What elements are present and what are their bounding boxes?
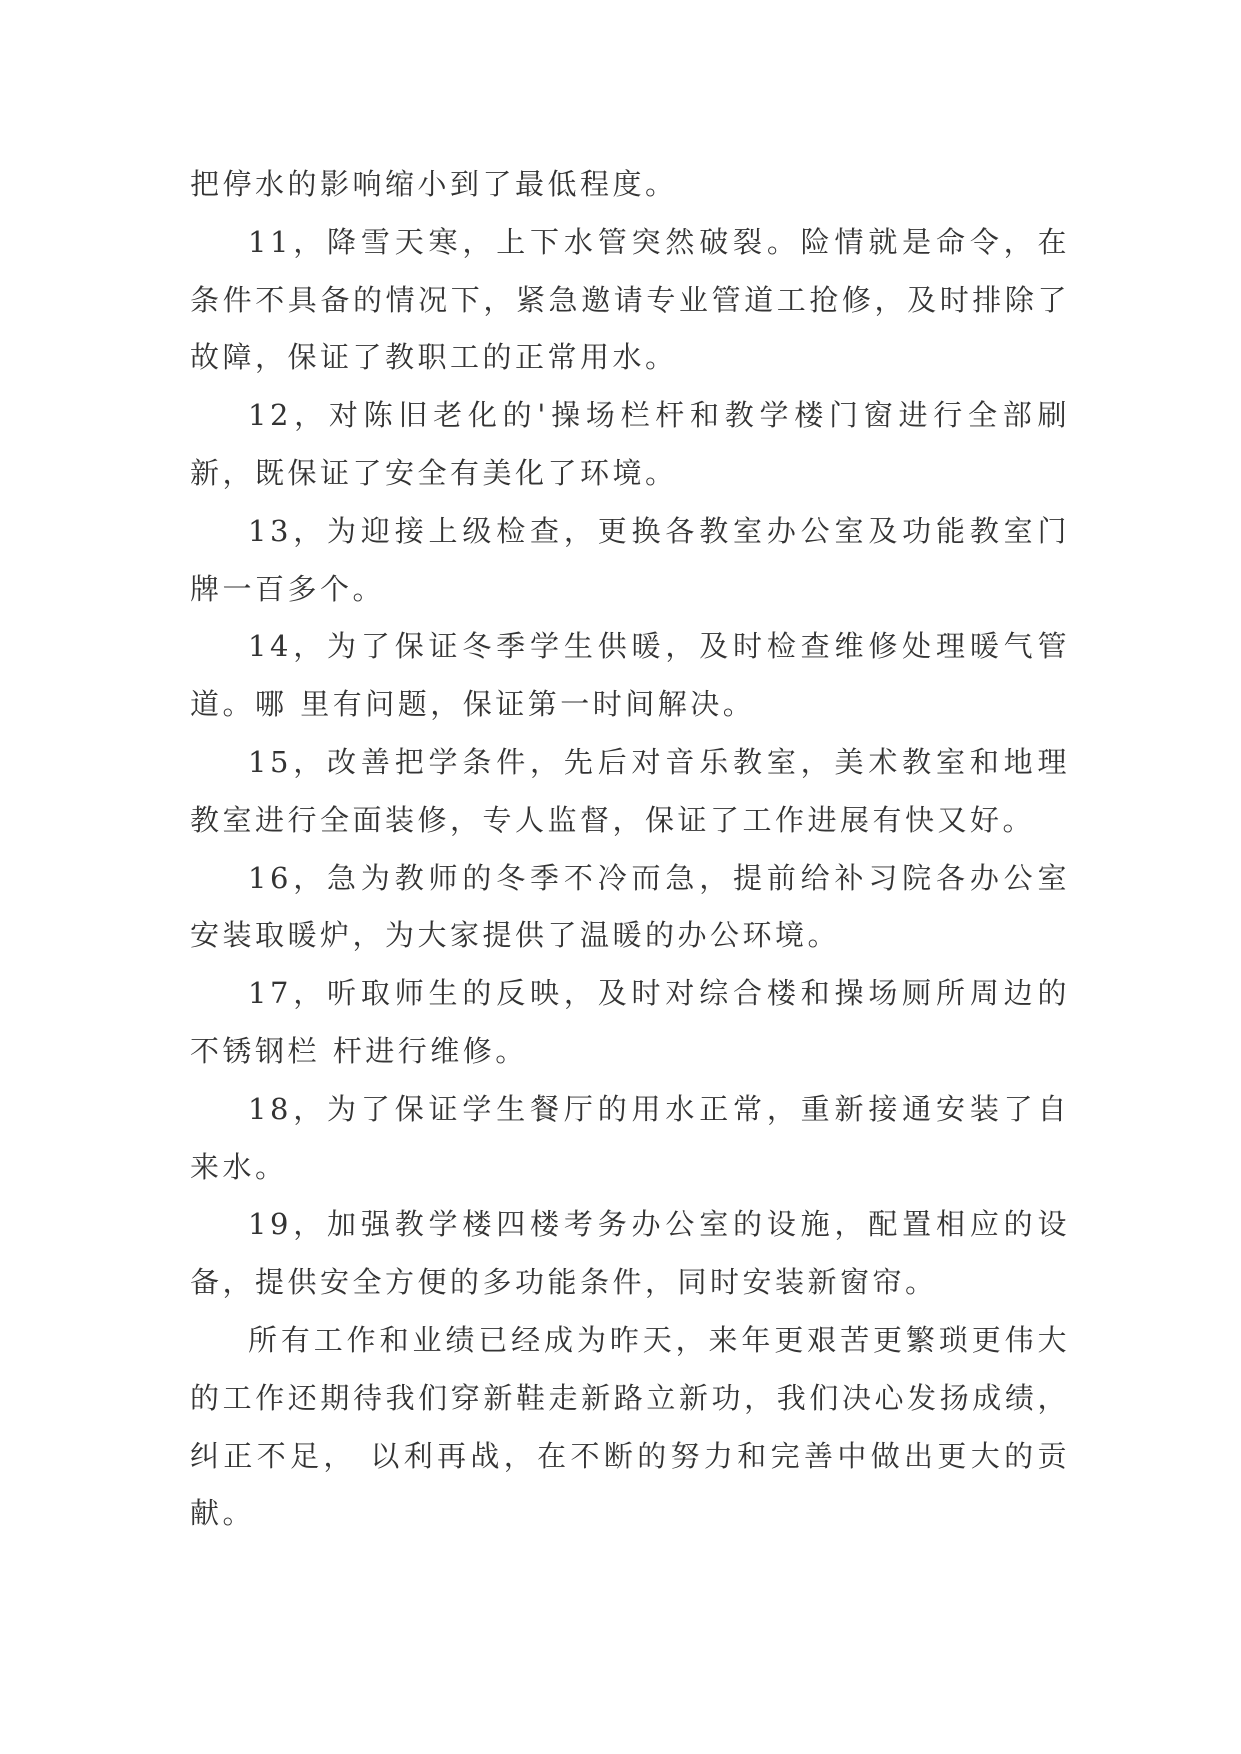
paragraph: 把停水的影响缩小到了最低程度。	[190, 167, 678, 201]
paragraph: 12，对陈旧老化的'操场栏杆和教学楼门窗进行全部刷新，既保证了安全有美化了环境。	[190, 398, 1070, 490]
paragraph: 14，为了保证冬季学生供暖，及时检查维修处理暖气管道。哪 里有问题，保证第一时间解决。	[190, 629, 1070, 722]
paragraph: 16，急为教师的冬季不冷而急，提前给补习院各办公室安装取暖炉，为大家提供了温暖的办公环境。	[190, 860, 1070, 953]
paragraph: 11，降雪天寒，上下水管突然破裂。险情就是命令，在条件不具备的情况下，紧急邀请专业管道工抢修，及时排除了故障，保证了教职工的正常用水。	[190, 224, 1070, 375]
paragraph: 15，改善把学条件，先后对音乐教室，美术教室和地理教室进行全面装修，专人监督，保证了工作进展有快又好。	[190, 744, 1070, 837]
paragraph: 17，听取师生的反映，及时对综合楼和操场厕所周边的不锈钢栏 杆进行维修。	[190, 976, 1070, 1068]
document-body	[190, 156, 1070, 1543]
paragraph: 19，加强教学楼四楼考务办公室的设施，配置相应的设备，提供安全方便的多功能条件，同时安装新窗帘。	[190, 1207, 1070, 1300]
paragraph: 13，为迎接上级检查，更换各教室办公室及功能教室门牌一百多个。	[190, 513, 1070, 606]
paragraph: 18，为了保证学生餐厅的用水正常，重新接通安装了自来水。	[190, 1091, 1070, 1184]
paragraph: 所有工作和业绩已经成为昨天，来年更艰苦更繁琐更伟大的工作还期待我们穿新鞋走新路立新功，我们决心发扬成绩，纠正不足， 以利再战，在不断的努力和完善中做出更大的贡献。	[190, 1322, 1070, 1531]
